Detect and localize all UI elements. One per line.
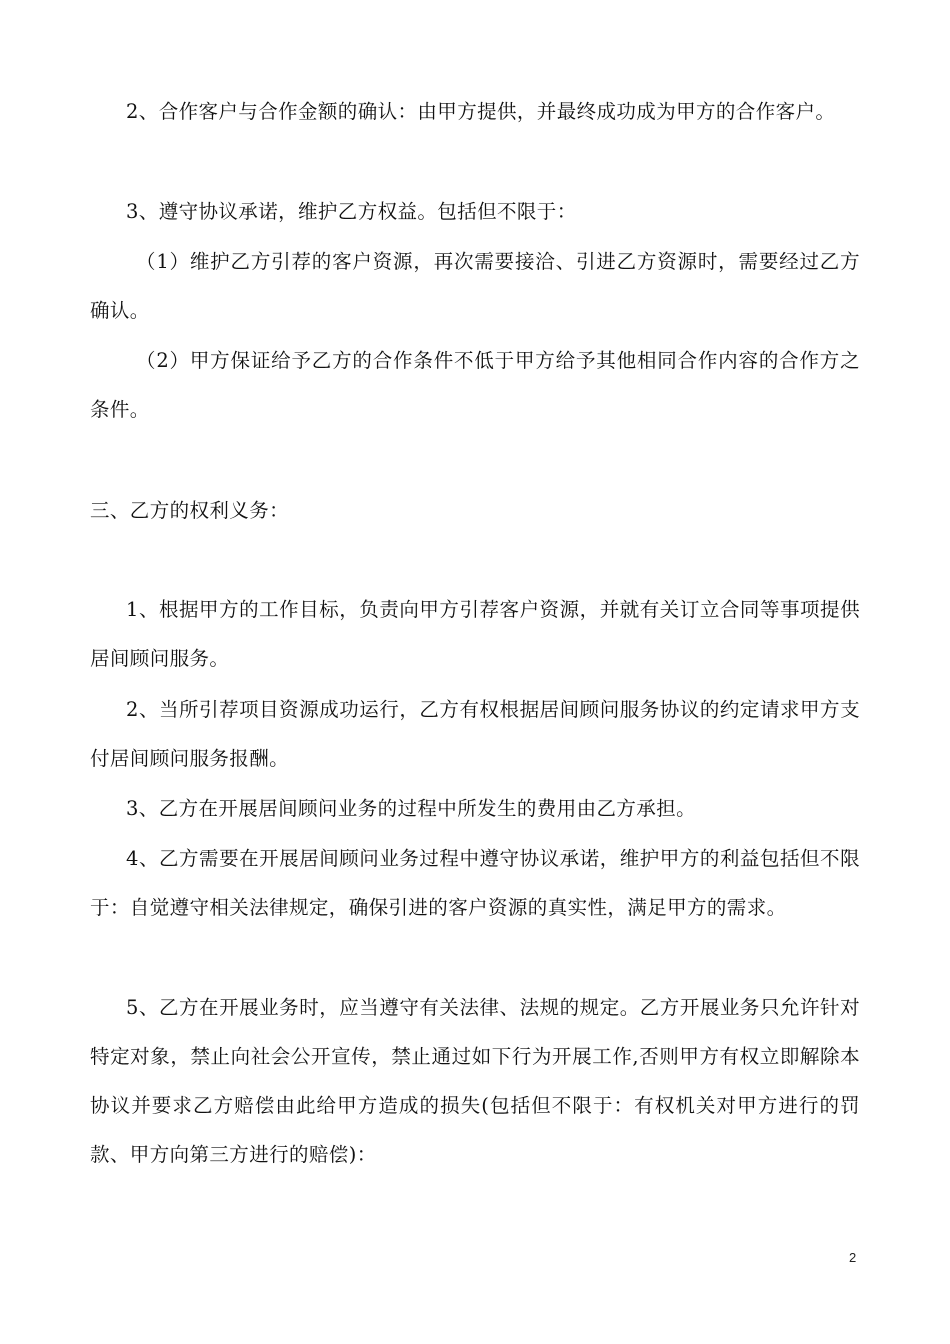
paragraph-clause-3-1: 1、根据甲方的工作目标，负责向甲方引荐客户资源，并就有关订立合同等事项提供居间顾问服务。 (90, 598, 860, 670)
paragraph-clause-3-2: 2、当所引荐项目资源成功运行，乙方有权根据居间顾问服务协议的约定请求甲方支付居间顾问服务报酬。 (90, 698, 860, 770)
page-number: 2 (849, 1250, 857, 1265)
paragraph-clause-3-5: 5、乙方在开展业务时，应当遵守有关法律、法规的规定。乙方开展业务只允许针对特定对象，禁止向社会公开宣传，禁止通过如下行为开展工作,否则甲方有权立即解除本协议并要求乙方赔偿由此给甲方造成的损失(包括但不限于：有权机关对甲方进行的罚款、甲方向第三方进行的赔偿)： (90, 996, 860, 1166)
section-heading-party-b: 三、乙方的权利义务： (90, 499, 290, 522)
paragraph-sub-item-2: （2）甲方保证给予乙方的合作条件不低于甲方给予其他相同合作内容的合作方之条件。 (90, 349, 860, 421)
paragraph-clause-3-3: 3、乙方在开展居间顾问业务的过程中所发生的费用由乙方承担。 (126, 797, 697, 820)
paragraph-sub-item-1: （1）维护乙方引荐的客户资源，再次需要接洽、引进乙方资源时，需要经过乙方确认。 (90, 250, 860, 322)
paragraph-clause-2-1: 2、合作客户与合作金额的确认：由甲方提供，并最终成功成为甲方的合作客户。 (126, 100, 836, 123)
paragraph-clause-2-3: 3、遵守协议承诺，维护乙方权益。包括但不限于： (126, 200, 577, 223)
paragraph-clause-3-4: 4、乙方需要在开展居间顾问业务过程中遵守协议承诺，维护甲方的利益包括但不限于：自觉遵守相关法律规定，确保引进的客户资源的真实性，满足甲方的需求。 (90, 847, 860, 919)
